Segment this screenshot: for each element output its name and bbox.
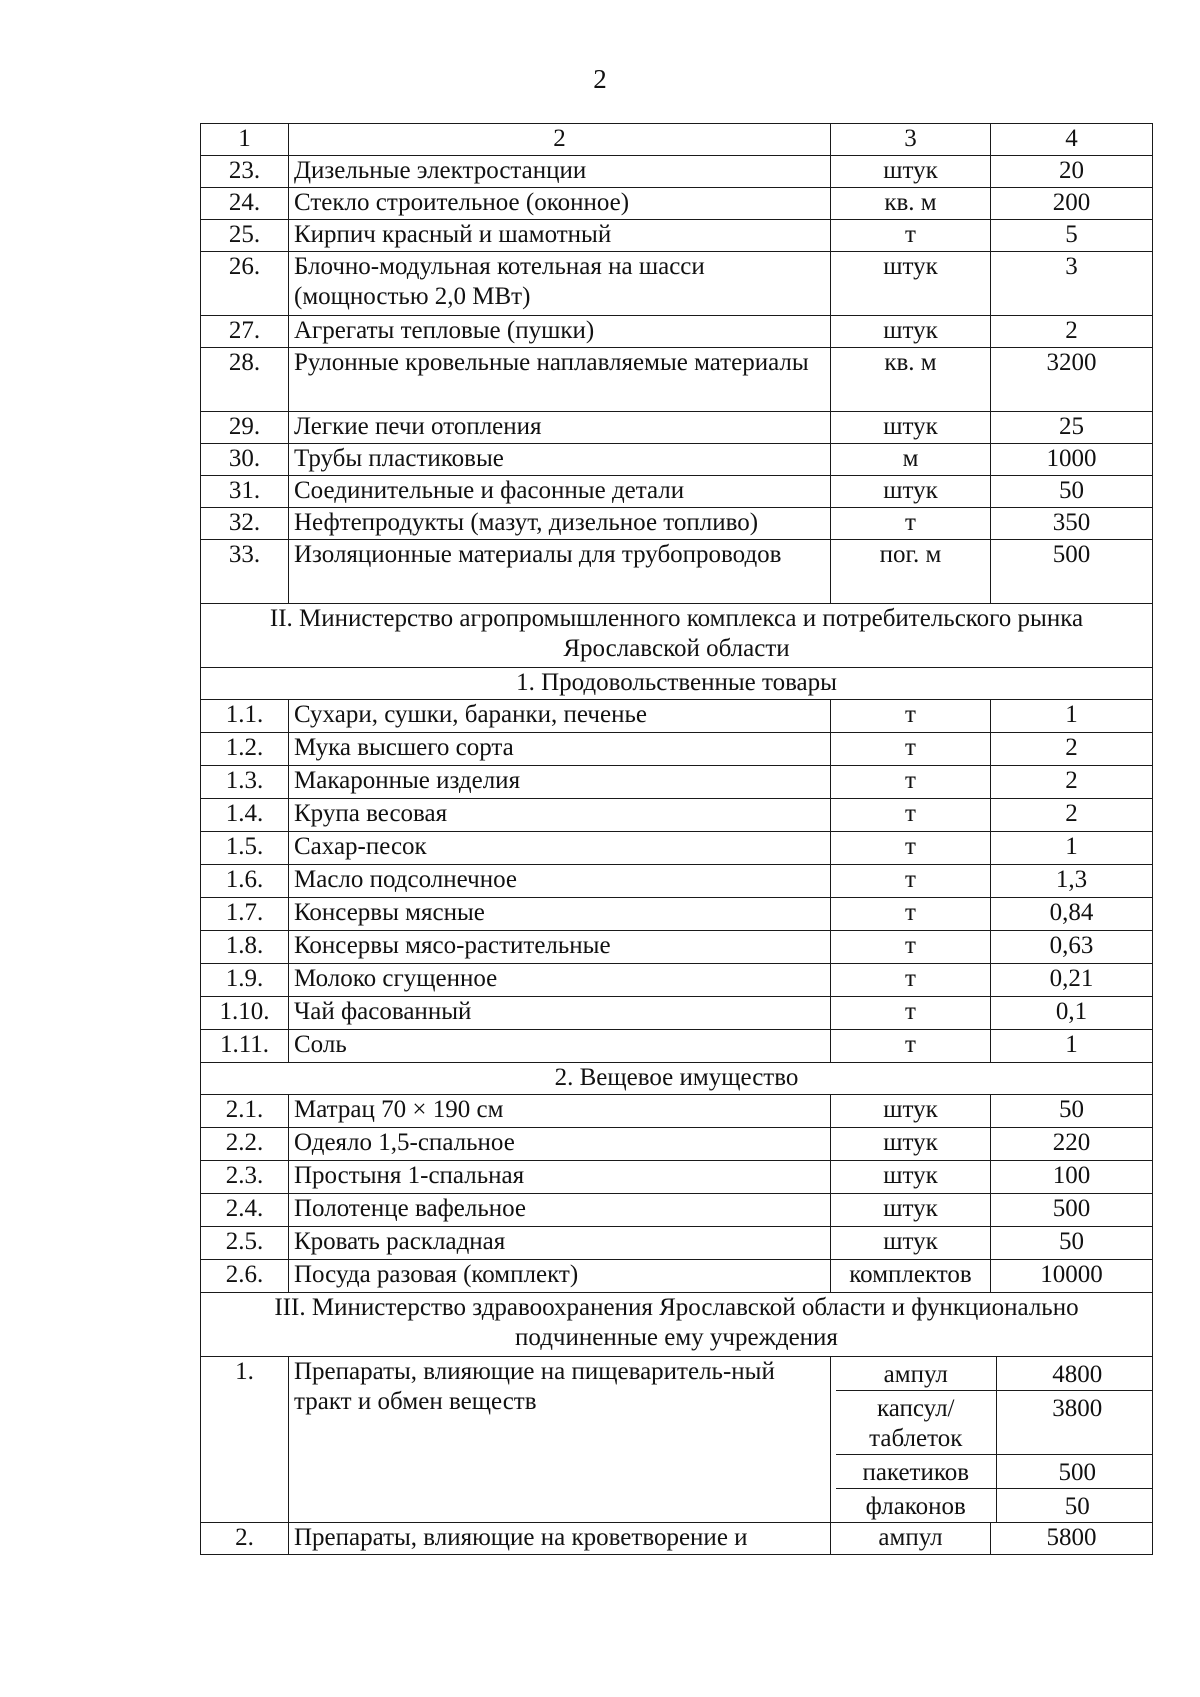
row-quantity: 20 bbox=[991, 156, 1153, 188]
row-name: Кровать раскладная bbox=[289, 1227, 831, 1260]
table-row bbox=[201, 220, 1153, 252]
row-unit: капсул/ таблеток bbox=[836, 1391, 996, 1455]
column-header: 4 bbox=[991, 124, 1153, 156]
row-number: 28. bbox=[201, 348, 289, 412]
row-quantity: 2 bbox=[991, 799, 1153, 832]
row-name: Макаронные изделия bbox=[289, 766, 831, 799]
row-number: 31. bbox=[201, 476, 289, 508]
row-quantity: 200 bbox=[991, 188, 1153, 220]
table-row bbox=[201, 252, 1153, 316]
row-number: 24. bbox=[201, 188, 289, 220]
row-number: 33. bbox=[201, 540, 289, 604]
row-name: Легкие печи отопления bbox=[289, 412, 831, 444]
row-unit: флаконов bbox=[836, 1489, 996, 1523]
row-number: 1.6. bbox=[201, 865, 289, 898]
table-row bbox=[201, 348, 1153, 412]
row-unit: т bbox=[831, 700, 991, 733]
row-number: 1.3. bbox=[201, 766, 289, 799]
table-row bbox=[201, 412, 1153, 444]
row-name: Трубы пластиковые bbox=[289, 444, 831, 476]
row-quantity: 0,63 bbox=[991, 931, 1153, 964]
row-number: 2.5. bbox=[201, 1227, 289, 1260]
row-unit: т bbox=[831, 832, 991, 865]
column-header: 1 bbox=[201, 124, 289, 156]
row-unit: т bbox=[831, 508, 991, 540]
row-quantity: 2 bbox=[991, 766, 1153, 799]
row-unit: т bbox=[831, 964, 991, 997]
row-unit: ампул bbox=[831, 1523, 991, 1555]
row-quantity: 2 bbox=[991, 316, 1153, 348]
table-row bbox=[201, 1523, 1153, 1555]
row-number: 2.6. bbox=[201, 1260, 289, 1293]
table-row bbox=[201, 1128, 1153, 1161]
row-unit: т bbox=[831, 733, 991, 766]
row-number: 32. bbox=[201, 508, 289, 540]
row-quantity: 350 bbox=[991, 508, 1153, 540]
unit-quantity-row bbox=[836, 1357, 1153, 1391]
table-row bbox=[201, 316, 1153, 348]
section-title-row bbox=[201, 604, 1153, 668]
unit-quantity-row bbox=[836, 1489, 1153, 1523]
row-quantity: 3200 bbox=[991, 348, 1153, 412]
row-unit: т bbox=[831, 898, 991, 931]
row-unit: м bbox=[831, 444, 991, 476]
row-name: Консервы мясные bbox=[289, 898, 831, 931]
table-row bbox=[201, 700, 1153, 733]
table-row bbox=[201, 799, 1153, 832]
row-quantity: 500 bbox=[991, 540, 1153, 604]
row-number: 23. bbox=[201, 156, 289, 188]
row-name: Сухари, сушки, баранки, печенье bbox=[289, 700, 831, 733]
row-name: Стекло строительное (оконное) bbox=[289, 188, 831, 220]
row-name: Кирпич красный и шамотный bbox=[289, 220, 831, 252]
row-quantity: 1 bbox=[991, 1030, 1153, 1063]
row-quantity: 3800 bbox=[996, 1391, 1153, 1455]
row-unit: пог. м bbox=[831, 540, 991, 604]
section-title: II. Министерство агропромышленного комплекса и потребительского рынка Ярославской области bbox=[201, 604, 1153, 668]
row-quantity: 50 bbox=[991, 1227, 1153, 1260]
table-row bbox=[201, 733, 1153, 766]
row-name: Матрац 70 × 190 см bbox=[289, 1095, 831, 1128]
table-row bbox=[201, 1227, 1153, 1260]
column-header: 2 bbox=[289, 124, 831, 156]
row-unit: кв. м bbox=[831, 348, 991, 412]
row-unit: штук bbox=[831, 1161, 991, 1194]
row-unit: пакетиков bbox=[836, 1455, 996, 1489]
table-row bbox=[201, 508, 1153, 540]
row-name: Препараты, влияющие на кроветворение и bbox=[289, 1523, 831, 1555]
table-row bbox=[201, 540, 1153, 604]
table-row bbox=[201, 1161, 1153, 1194]
table-row bbox=[201, 1357, 1153, 1523]
row-number: 1.1. bbox=[201, 700, 289, 733]
row-name: Посуда разовая (комплект) bbox=[289, 1260, 831, 1293]
row-unit: т bbox=[831, 766, 991, 799]
section-title: III. Министерство здравоохранения Ярославской области и функционально подчиненные ему учреждения bbox=[201, 1293, 1153, 1357]
row-name: Блочно-модульная котельная на шасси (мощностью 2,0 МВт) bbox=[289, 252, 831, 316]
row-number: 1.11. bbox=[201, 1030, 289, 1063]
row-number: 27. bbox=[201, 316, 289, 348]
table-row bbox=[201, 766, 1153, 799]
row-number: 1.10. bbox=[201, 997, 289, 1030]
table-row bbox=[201, 865, 1153, 898]
row-quantity: 10000 bbox=[991, 1260, 1153, 1293]
row-unit: штук bbox=[831, 316, 991, 348]
row-name: Простыня 1-спальная bbox=[289, 1161, 831, 1194]
row-number: 1.7. bbox=[201, 898, 289, 931]
section-title-row bbox=[201, 1293, 1153, 1357]
row-quantity: 0,1 bbox=[991, 997, 1153, 1030]
row-name: Изоляционные материалы для трубопроводов bbox=[289, 540, 831, 604]
row-number: 2. bbox=[201, 1523, 289, 1555]
row-number: 2.2. bbox=[201, 1128, 289, 1161]
row-number: 25. bbox=[201, 220, 289, 252]
row-name: Мука высшего сорта bbox=[289, 733, 831, 766]
row-unit: т bbox=[831, 865, 991, 898]
row-number: 1.8. bbox=[201, 931, 289, 964]
table-row bbox=[201, 997, 1153, 1030]
row-unit: штук bbox=[831, 1227, 991, 1260]
supplies-table bbox=[200, 123, 1153, 1555]
unit-quantity-row bbox=[836, 1391, 1153, 1455]
row-quantity: 0,84 bbox=[991, 898, 1153, 931]
row-quantity: 500 bbox=[996, 1455, 1153, 1489]
row-name: Чай фасованный bbox=[289, 997, 831, 1030]
row-unit: комплектов bbox=[831, 1260, 991, 1293]
row-quantity: 1000 bbox=[991, 444, 1153, 476]
row-quantity: 2 bbox=[991, 733, 1153, 766]
page-number: 2 bbox=[593, 64, 607, 94]
row-unit: штук bbox=[831, 412, 991, 444]
row-number: 1.5. bbox=[201, 832, 289, 865]
row-number: 1.9. bbox=[201, 964, 289, 997]
unit-quantity-group bbox=[831, 1357, 1153, 1523]
subsection-title-row bbox=[201, 1063, 1153, 1095]
row-name: Молоко сгущенное bbox=[289, 964, 831, 997]
row-quantity: 50 bbox=[991, 1095, 1153, 1128]
column-header-row bbox=[201, 124, 1153, 156]
row-name: Нефтепродукты (мазут, дизельное топливо) bbox=[289, 508, 831, 540]
row-number: 1.4. bbox=[201, 799, 289, 832]
row-unit: штук bbox=[831, 252, 991, 316]
row-name: Соединительные и фасонные детали bbox=[289, 476, 831, 508]
row-quantity: 1 bbox=[991, 832, 1153, 865]
table-row bbox=[201, 1194, 1153, 1227]
row-unit: т bbox=[831, 931, 991, 964]
row-name: Полотенце вафельное bbox=[289, 1194, 831, 1227]
row-name: Масло подсолнечное bbox=[289, 865, 831, 898]
row-number: 30. bbox=[201, 444, 289, 476]
row-name: Соль bbox=[289, 1030, 831, 1063]
table-row bbox=[201, 188, 1153, 220]
row-name: Дизельные электростанции bbox=[289, 156, 831, 188]
row-unit: штук bbox=[831, 1128, 991, 1161]
subsection-title: 2. Вещевое имущество bbox=[201, 1063, 1153, 1095]
row-name: Рулонные кровельные наплавляемые материалы bbox=[289, 348, 831, 412]
row-quantity: 220 bbox=[991, 1128, 1153, 1161]
table-row bbox=[201, 476, 1153, 508]
row-name: Одеяло 1,5-спальное bbox=[289, 1128, 831, 1161]
row-quantity: 5 bbox=[991, 220, 1153, 252]
row-unit: т bbox=[831, 220, 991, 252]
row-number: 2.4. bbox=[201, 1194, 289, 1227]
row-number: 2.1. bbox=[201, 1095, 289, 1128]
row-quantity: 0,21 bbox=[991, 964, 1153, 997]
row-name: Консервы мясо-растительные bbox=[289, 931, 831, 964]
table-row bbox=[201, 964, 1153, 997]
table-row bbox=[201, 832, 1153, 865]
table-row bbox=[201, 1095, 1153, 1128]
subsection-title: 1. Продовольственные товары bbox=[201, 668, 1153, 700]
table-row bbox=[201, 444, 1153, 476]
row-number: 1. bbox=[201, 1357, 289, 1523]
row-name: Препараты, влияющие на пищеваритель-ный тракт и обмен веществ bbox=[289, 1357, 831, 1523]
row-quantity: 3 bbox=[991, 252, 1153, 316]
row-unit: т bbox=[831, 1030, 991, 1063]
row-unit: кв. м bbox=[831, 188, 991, 220]
row-name: Крупа весовая bbox=[289, 799, 831, 832]
row-number: 26. bbox=[201, 252, 289, 316]
row-name: Агрегаты тепловые (пушки) bbox=[289, 316, 831, 348]
row-quantity: 5800 bbox=[991, 1523, 1153, 1555]
row-quantity: 1,3 bbox=[991, 865, 1153, 898]
row-unit: т bbox=[831, 997, 991, 1030]
row-quantity: 100 bbox=[991, 1161, 1153, 1194]
table-row bbox=[201, 931, 1153, 964]
row-quantity: 50 bbox=[991, 476, 1153, 508]
row-number: 2.3. bbox=[201, 1161, 289, 1194]
table-row bbox=[201, 898, 1153, 931]
row-quantity: 4800 bbox=[996, 1357, 1153, 1391]
row-unit: штук bbox=[831, 1095, 991, 1128]
table-row bbox=[201, 156, 1153, 188]
row-name: Сахар-песок bbox=[289, 832, 831, 865]
column-header: 3 bbox=[831, 124, 991, 156]
row-unit: т bbox=[831, 799, 991, 832]
row-quantity: 25 bbox=[991, 412, 1153, 444]
table-row bbox=[201, 1030, 1153, 1063]
subsection-title-row bbox=[201, 668, 1153, 700]
row-unit: ампул bbox=[883, 1361, 948, 1388]
row-number: 1.2. bbox=[201, 733, 289, 766]
row-quantity: 50 bbox=[996, 1489, 1153, 1523]
row-unit: штук bbox=[831, 1194, 991, 1227]
row-quantity: 1 bbox=[991, 700, 1153, 733]
row-quantity: 500 bbox=[991, 1194, 1153, 1227]
row-unit: штук bbox=[831, 156, 991, 188]
row-unit: штук bbox=[831, 476, 991, 508]
unit-quantity-table bbox=[836, 1357, 1153, 1522]
unit-quantity-row bbox=[836, 1455, 1153, 1489]
row-number: 29. bbox=[201, 412, 289, 444]
table-row bbox=[201, 1260, 1153, 1293]
